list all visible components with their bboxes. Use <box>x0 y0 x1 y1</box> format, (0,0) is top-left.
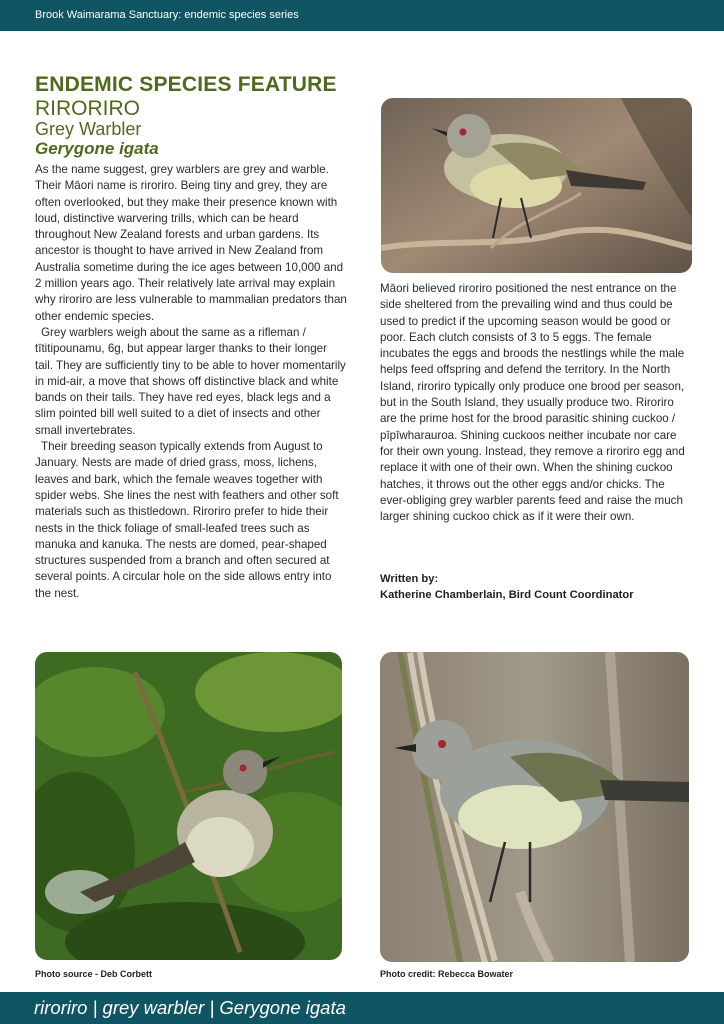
article-body-left <box>35 162 347 602</box>
author-label: Written by: <box>380 573 439 585</box>
article-body-right <box>380 281 692 525</box>
series-title: Brook Waimarama Sanctuary: endemic species series <box>35 9 299 21</box>
common-name: Grey Warbler <box>35 119 142 139</box>
warbler-photo-branch <box>381 98 692 273</box>
paragraph: Their breeding season typically extends from August to January. Nests are made of dried grass, moss, lichens, leaves and bark, which the female weaves together with spider webs. She lines the nest with feathers and other soft materials such as thistledown. Riroriro prefer to hide their nests in the thick foliage of small-leafed trees such as manuka and kanuka. The nests are domed, pear-shaped structures suspended from a branch and often secured at several points. A circular hole on the side allows entry into the nest. <box>35 440 339 600</box>
author-credit <box>380 571 634 603</box>
feature-heading <box>35 72 337 158</box>
warbler-photo-foliage <box>35 652 342 960</box>
header-bar <box>0 0 724 31</box>
paragraph: As the name suggest, grey warblers are grey and warble. Their Māori name is riroriro. Being tiny and grey, they are often overlooked, but they make their presence known with loud, distinctive warvering trills, which can be heard throughout New Zealand forests and urban gardens. Its ancestor is thought to have arrived in New Zealand from Australia sometime during the ice ages between 10,000 and 2 million years ago. Their relatively late arrival may explain why riroriro are less vulnerable to mammalian predators than other endemic species. <box>35 163 347 323</box>
footer-bar <box>0 992 724 1024</box>
photo-caption-left: Photo source - Deb Corbett <box>35 969 153 979</box>
warbler-photo-perch <box>380 652 689 962</box>
scientific-name: Gerygone igata <box>35 139 159 158</box>
author-name: Katherine Chamberlain, Bird Count Coordinator <box>380 589 634 601</box>
footer-tagline: riroriro | grey warbler | Gerygone igata <box>34 997 346 1018</box>
paragraph: Grey warblers weigh about the same as a rifleman / tītitipounamu, 6g, but appear larger thanks to their longer tail. They are sufficiently tiny to be able to hover momentarily in mid-air, a move that shows off distinctive black and white bands on their tails. They have red eyes, black legs and a slim pointed bill well suited to a diet of insects and other small invertebrates. <box>35 325 346 437</box>
feature-title: ENDEMIC SPECIES FEATURE <box>35 73 337 96</box>
photo-caption-right: Photo credit: Rebecca Bowater <box>380 969 514 979</box>
maori-name: RIRORIRO <box>35 97 140 120</box>
paragraph: Māori believed riroriro positioned the nest entrance on the side sheltered from the prevailing wind and thus could be used to predict if the upcoming season would be good or poor. Each clutch consists of 3 to 5 eggs. The female incubates the eggs and broods the nestlings while the male helps feed offspring and defend the territory. In the North Island, riroriro typically only produce one brood per season, but in the South Island, they usually produce two. Riroriro are the prime host for the brood parasitic shining cuckoo / pīpīwharauroa. Shining cuckoos neither incubate nor care for their own young. Instead, they remove a riroriro egg and replace it with one of their own. When the shining cuckoo hatches, it throws out the other eggs and/or chicks. The ever-obliging grey warbler parents feed and raise the much larger shining cuckoo chick as if it were their own. <box>380 282 685 524</box>
